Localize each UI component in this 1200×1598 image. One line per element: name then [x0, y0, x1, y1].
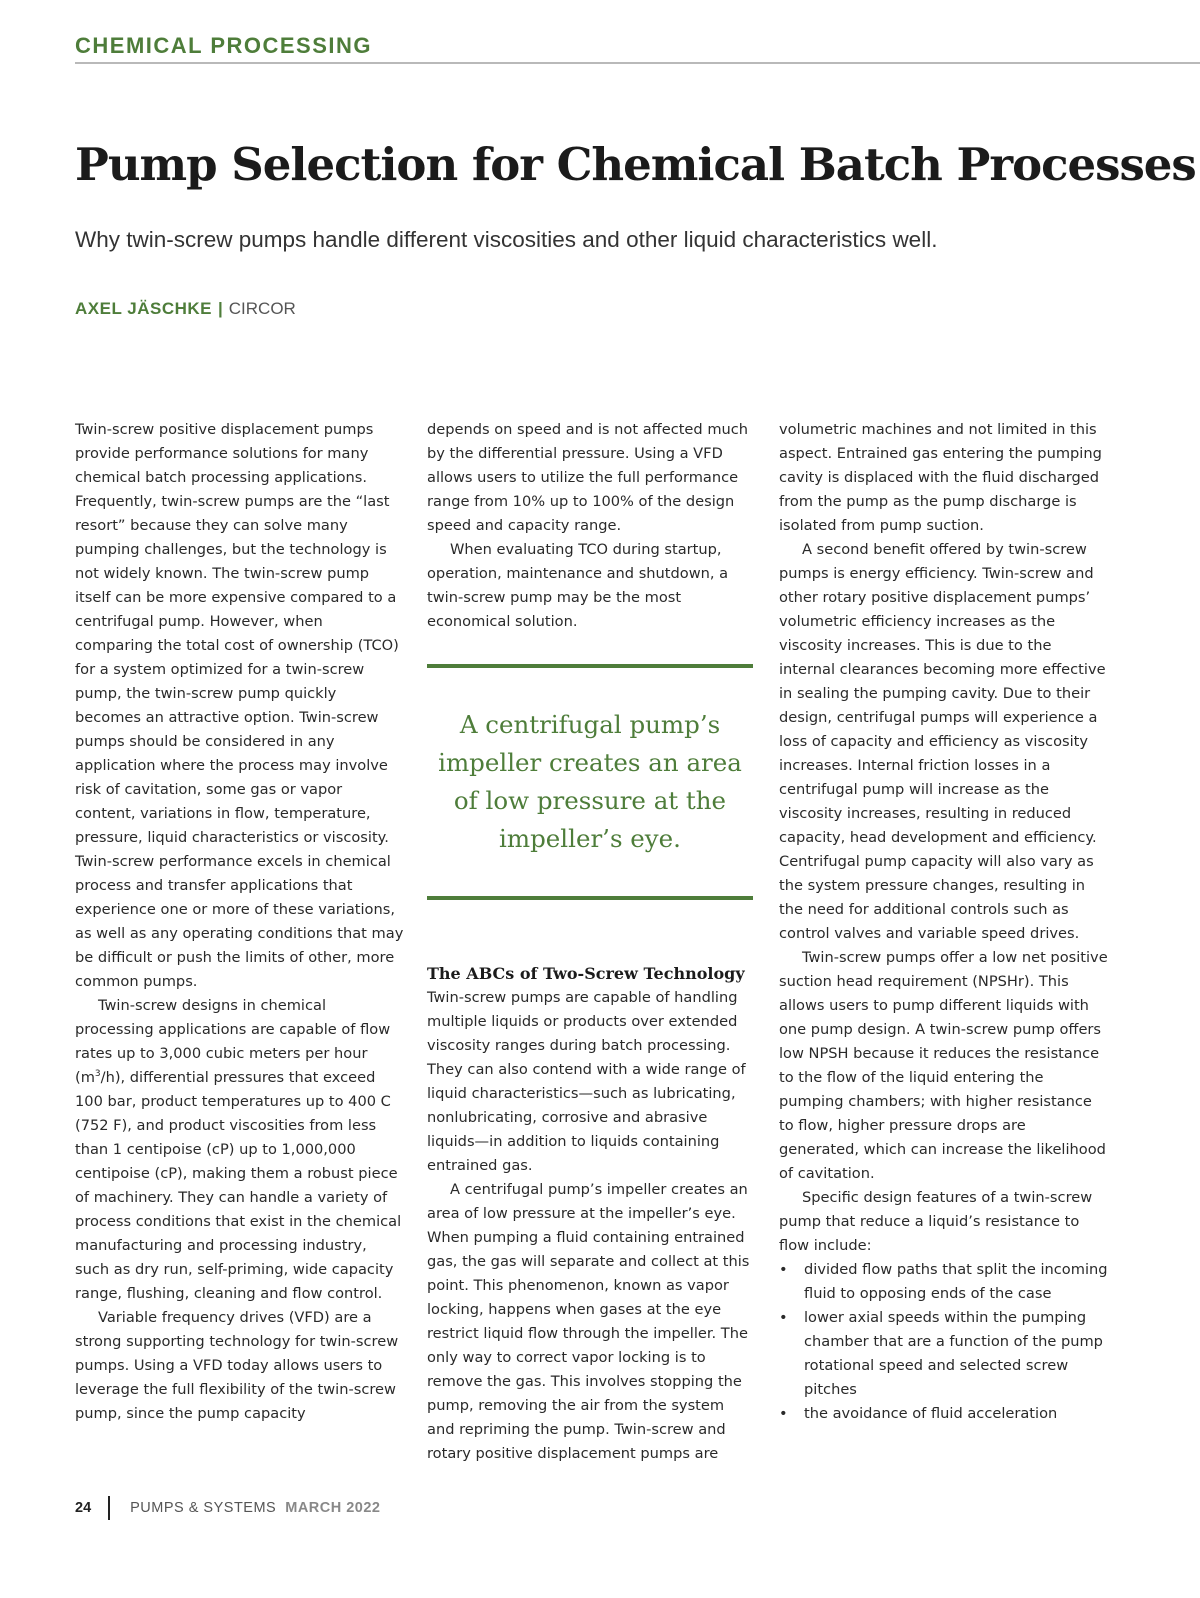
section-label: CHEMICAL PROCESSING [75, 33, 373, 58]
list-item-text: lower axial speeds within the pumping chamber that are a function of the pump rotational speed and selected screw pitches [804, 1309, 1103, 1398]
column-3 [779, 418, 1109, 1426]
column-1 [75, 418, 405, 1426]
column-2 [427, 418, 753, 1466]
text-run: Twin-screw designs in chemical processing applications are capable of flow rates up to 3,000 cubic meters per hour (m [75, 997, 391, 1086]
paragraph: When evaluating TCO during startup, operation, maintenance and shutdown, a twin-screw pump may be the most economical solution. [427, 541, 729, 630]
bullet-icon: • [779, 1261, 788, 1278]
superscript: 3 [94, 1069, 101, 1080]
paragraph: A second benefit offered by twin-screw pumps is energy efficiency. Twin-screw and other rotary positive displacement pumps’ volumetric efficiency increases as the viscosity increases. This is due to the internal clearances becoming more effective in sealing the pumping cavity. Due to their design, centrifugal pumps will experience a loss of capacity and efficiency as viscosity increases. Internal friction losses in a centrifugal pump will increase as the viscosity increases, resulting in reduced capacity, head development and efficiency. Centrifugal pump capacity will also vary as the system pressure changes, resulting in the need for additional controls such as control valves and variable speed drives. [779, 541, 1106, 942]
paragraph: Twin-screw pumps offer a low net positive suction head requirement (NPSHr). This allows users to pump different liquids with one pump design. A twin-screw pump offers low NPSH because it reduces the resistance to the flow of the liquid entering the pumping chambers; with higher resistance to flow, higher pressure drops are generated, which can increase the likelihood of cavitation. [779, 949, 1108, 1182]
list-item [779, 1306, 1109, 1402]
list-item [779, 1402, 1109, 1426]
paragraph: Specific design features of a twin-screw pump that reduce a liquid’s resistance to flow include: [779, 1189, 1093, 1254]
paragraph: Twin-screw positive displacement pumps provide performance solutions for many chemical batch processing applications. Frequently, twin-screw pumps are the “last resort” because they can solve many pumping challenges, but the technology is not widely known. The twin-screw pump itself can be more expensive compared to a centrifugal pump. However, when comparing the total cost of ownership (TCO) for a system optimized for a twin-screw pump, the twin-screw pump quickly becomes an attractive option. Twin-screw pumps should be considered in any application where the process may involve risk of cavitation, some gas or vapor content, variations in flow, temperature, pressure, liquid characteristics or viscosity. Twin-screw performance excels in chemical process and transfer applications that experience one or more of these variations, as well as any operating conditions that may be difficult or push the limits of other, more common pumps. [75, 421, 404, 990]
page-footer [75, 1496, 380, 1520]
article-deck: Why twin-screw pumps handle different viscosities and other liquid characteristics well. [75, 227, 938, 252]
paragraph: A centrifugal pump’s impeller creates an area of low pressure at the impeller’s eye. When pumping a fluid containing entrained gas, the gas will separate and collect at this point. This phenomenon, known as vapor locking, happens when gases at the eye restrict liquid flow through the impeller. The only way to correct vapor locking is to remove the gas. This involves stopping the pump, removing the air from the system and repriming the pump. Twin-screw and rotary positive displacement pumps are [427, 1181, 750, 1462]
author-name: AXEL JÄSCHKE [75, 299, 212, 318]
paragraph: depends on speed and is not affected much by the differential pressure. Using a VFD allows users to utilize the full performance range from 10% up to 100% of the design speed and capacity range. [427, 421, 749, 534]
issue-date: MARCH 2022 [285, 1500, 381, 1516]
list-item-text: the avoidance of fluid acceleration [804, 1405, 1058, 1422]
author-organization: CIRCOR [228, 299, 296, 318]
header-rule [75, 62, 1200, 64]
feature-list [779, 1258, 1109, 1426]
paragraph: Twin-screw pumps are capable of handling multiple liquids or products over extended viscosity ranges during batch processing. They can also contend with a wide range of liquid characteristics—such as lubricating, nonlubricating, corrosive and abrasive liquids—in addition to liquids containing entrained gas. [427, 989, 746, 1174]
paragraph [75, 994, 405, 1306]
byline [75, 299, 296, 319]
paragraph: volumetric machines and not limited in this aspect. Entrained gas entering the pumping cavity is displaced with the fluid discharged from the pump as the pump discharge is isolated from pump suction. [779, 421, 1102, 534]
publication-name: PUMPS & SYSTEMS [130, 1500, 277, 1516]
pull-quote: A centrifugal pump’s impeller creates an area of low pressure at the impeller’s eye. [427, 664, 753, 900]
byline-separator: | [218, 299, 223, 318]
bullet-icon: • [779, 1405, 788, 1422]
list-item [779, 1258, 1109, 1306]
list-item-text: divided flow paths that split the incoming fluid to opposing ends of the case [804, 1261, 1108, 1302]
article-title: Pump Selection for Chemical Batch Processes [75, 138, 1196, 191]
page-number: 24 [75, 1500, 92, 1516]
paragraph: Variable frequency drives (VFD) are a strong supporting technology for twin-screw pumps. Using a VFD today allows users to leverage the full flexibility of the twin-screw pump, since the pump capacity [75, 1309, 399, 1422]
text-run: /h), differential pressures that exceed 100 bar, product temperatures up to 400 C (752 F), and product viscosities from less than 1 centipoise (cP) up to 1,000,000 centipoise (cP), making them a robust piece of machinery. They can handle a variety of process conditions that exist in the chemical manufacturing and processing industry, such as dry run, self-priming, wide capacity range, flushing, cleaning and flow control. [75, 1069, 402, 1302]
section-subhead: The ABCs of Two-Screw Technology [427, 964, 745, 983]
footer-divider [108, 1496, 110, 1520]
bullet-icon: • [779, 1309, 788, 1326]
